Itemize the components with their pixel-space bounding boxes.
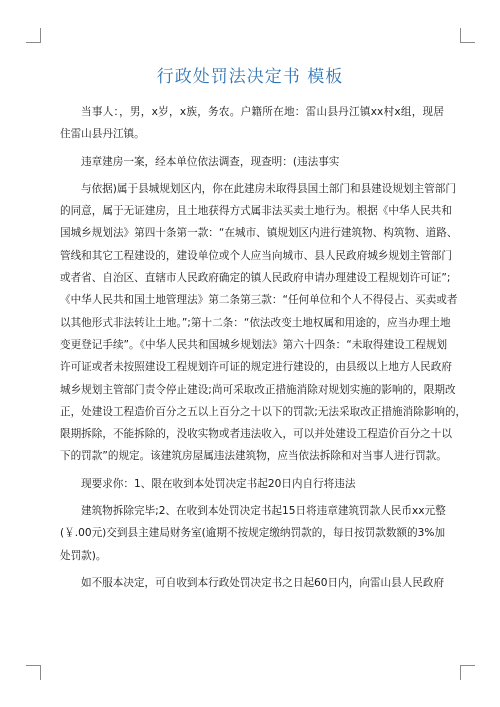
text-line: 违章建房一案，经本单位依法调查，现查明：(违法事实 bbox=[81, 155, 340, 168]
text-line: 限期拆除，不能拆除的，没收实物或者违法收入，可以并处建设工程造价百分之十以 bbox=[60, 428, 452, 441]
text-line: 如不服本决定，可自收到本行政处罚决定书之日起60日内，向雷山县人民政府 bbox=[81, 576, 445, 589]
text-line: 的同意，属于无证建房，且土地获得方式属非法买卖土地行为。根据《中华人民共和 bbox=[60, 205, 452, 218]
text-line: 现要求你：1、限在收到本处罚决定书起20日内自行将违法 bbox=[81, 477, 356, 490]
text-line: 建筑物拆除完毕;2、在收到本处罚决定书起15日将违章建筑罚款人民币xx元整 bbox=[81, 505, 446, 518]
text-line: 下的罚款”的规定。该建筑房屋属违法建筑物，应当依法拆除和对当事人进行罚款。 bbox=[60, 450, 447, 463]
text-line: 以其他形式非法转让土地。”;第十二条：“依法改变土地权属和用途的，应当办理土地 bbox=[60, 316, 451, 329]
text-line: 管线和其它工程建设的，建设单位或个人应当向城市、县人民政府城乡规划主管部门 bbox=[60, 249, 452, 262]
crop-mark-top-right bbox=[460, 28, 475, 43]
text-line: 与依据)属于县城规划区内，你在此建房未取得县国土部门和县建设规划主管部门 bbox=[81, 182, 456, 195]
text-line: 许可证或者未按照建设工程规划许可证的规定进行建设的，由县级以上地方人民政府 bbox=[60, 361, 452, 374]
crop-mark-top-left bbox=[26, 28, 41, 43]
text-line: 正，处建设工程造价百分之五以上百分之十以下的罚款;无法采取改正措施消除影响的， bbox=[60, 405, 467, 418]
document-body bbox=[60, 101, 467, 594]
text-line: 国城乡规划法》第四十条第一款：“在城市、镇规划区内进行建筑物、构筑物、道路、 bbox=[60, 227, 458, 240]
text-line: (￥.00元)交到县主建局财务室(逾期不按规定缴纳罚款的，每日按罚款数额的3%加 bbox=[60, 527, 446, 540]
text-line: 变更登记手续”。《中华人民共和国城乡规划法》第六十四条：“未取得建设工程规划 bbox=[60, 338, 448, 351]
text-line: 或者省、自治区、直辖市人民政府确定的镇人民政府申请办理建设工程规划许可证”; bbox=[60, 272, 451, 285]
text-line: 住雷山县丹江镇。 bbox=[60, 128, 145, 141]
crop-mark-bottom-right bbox=[460, 665, 475, 680]
text-line: 城乡规划主管部门责令停止建设;尚可采取改正措施消除对规划实施的影响的，限期改 bbox=[60, 383, 456, 396]
text-line: 《中华人民共和国土地管理法》第二条第三款：“任何单位和个人不得侵占、买卖或者 bbox=[60, 294, 458, 307]
crop-mark-bottom-left bbox=[26, 665, 41, 680]
text-line: 当事人：，男，x岁，x族，务农。户籍所在地：雷山县丹江镇xx村x组，现居 bbox=[81, 106, 444, 118]
text-line: 处罚款)。 bbox=[60, 549, 107, 562]
document-title: 行政处罚法决定书 模板 bbox=[156, 67, 344, 87]
